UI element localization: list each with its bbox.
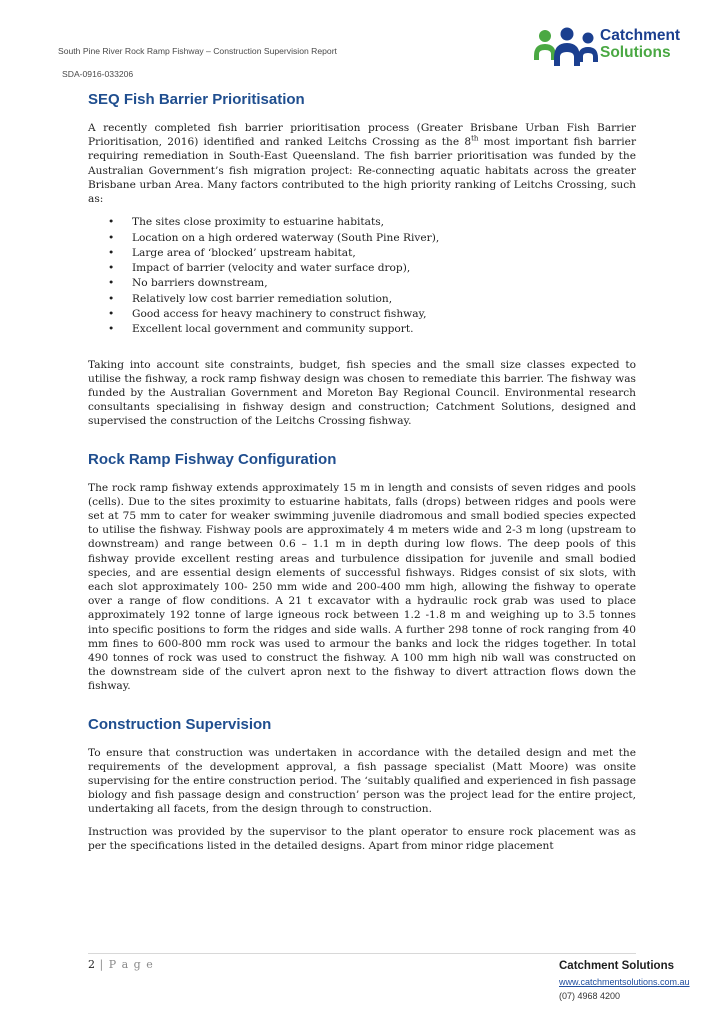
list-item: • The sites close proximity to estuarine habitats, bbox=[88, 215, 636, 230]
list-item: • Impact of barrier (velocity and water surface drop), bbox=[88, 261, 636, 276]
people-figures-icon bbox=[532, 26, 598, 72]
footer-company-name: Catchment Solutions bbox=[559, 960, 675, 972]
list-item: • Relatively low cost barrier remediation solution, bbox=[88, 292, 636, 307]
list-item: • Large area of ‘blocked’ upstream habitat, bbox=[88, 246, 636, 261]
supervision-paragraph-2: Instruction was provided by the supervisor to the plant operator to ensure rock placement was as per the specifications listed in the detailed designs. Apart from minor ridge placement bbox=[88, 825, 636, 852]
supervision-paragraph-1: To ensure that construction was undertaken in accordance with the detailed design and met the requirements of the development approval, a fish passage specialist (Matt Moore) was onsite supervising for the entire construction period. The ‘suitably qualified and experienced in fish passage biology and fish passage design and construction’ person was the project lead for the entire project, undertaking all facets, from the design through to construction. bbox=[88, 746, 636, 816]
page-number: 2 | P a g e bbox=[88, 958, 154, 971]
footer-phone: (07) 4968 4200 bbox=[559, 991, 621, 1001]
footer-divider bbox=[88, 953, 636, 954]
site-constraints-paragraph: Taking into account site constraints, budget, fish species and the small size classes expected to utilise the fishway, a rock ramp fishway design was chosen to remediate this barrier. The fishway was funded by the Australian Government and Moreton Bay Regional Council. Environmental research consultants specialising in fishway design and construction; Catchment Solutions, designed and supervised the construction of the Leitchs Crossing fishway. bbox=[88, 358, 636, 428]
company-logo bbox=[532, 26, 692, 72]
section-heading-rock-ramp: Rock Ramp Fishway Configuration bbox=[88, 450, 337, 468]
section-heading-construction-supervision: Construction Supervision bbox=[88, 715, 272, 733]
logo-text-catchment: Catchment bbox=[600, 27, 681, 44]
footer-website-link[interactable]: www.catchmentsolutions.com.au bbox=[559, 977, 690, 987]
logo-text-solutions: Solutions bbox=[600, 43, 671, 61]
priority-factors-list bbox=[88, 215, 636, 337]
document-body bbox=[88, 86, 636, 853]
list-item: • Location on a high ordered waterway (South Pine River), bbox=[88, 231, 636, 246]
list-item: • No barriers downstream, bbox=[88, 276, 636, 291]
prioritisation-intro-paragraph: A recently completed fish barrier prioritisation process (Greater Brisbane Urban Fish Barrier Prioritisation, 2016) identified and ranked Leitchs Crossing as the 8th most important fish barrier requiring remediation in South-East Queensland. The fish barrier prioritisation was funded by the Australian Government’s fish migration project: Re-connecting aquatic habitats across the greater Brisbane urban Area. Many factors contributed to the high priority ranking of Leitchs Crossing, such as: bbox=[88, 122, 637, 206]
list-item: • Good access for heavy machinery to construct fishway, bbox=[88, 307, 636, 322]
header-document-code: SDA-0916-033206 bbox=[62, 69, 134, 79]
list-item: • Excellent local government and community support. bbox=[88, 322, 636, 337]
section-heading-seq-prioritisation: SEQ Fish Barrier Prioritisation bbox=[88, 91, 305, 108]
header-report-title: South Pine River Rock Ramp Fishway – Construction Supervision Report bbox=[58, 46, 337, 56]
rock-ramp-paragraph: The rock ramp fishway extends approximately 15 m in length and consists of seven ridges and pools (cells). Due to the sites proximity to estuarine habitats, falls (drops) between ridges and pools were set at 75 mm to cater for weaker swimming juvenile diadromous and small bodied species expected to utilise the fishway. Fishway pools are approximately 4 m meters wide and 2-3 m long (upstream to downstream) and range between 0.6 – 1.1 m in depth during low flows. The deep pools of this fishway provide excellent resting areas and turbulence dissipation for juvenile and small bodied species, and are essential design elements of successful fishways. Ridges consist of six slots, with each slot approximately 100- 250 mm wide and 200-400 mm high, allowing the fishway to operate over a range of flow conditions. A 21 t excavator with a hydraulic rock grab was used to place approximately 192 tonne of large igneous rock between 1.2 -1.8 m and weighing up to 3.5 tonnes into specific positions to form the ridges and side walls. A further 298 tonne of rock ranging from 40 mm fines to 600-800 mm rock was used to armour the banks and lock the ridges together. In total 490 tonnes of rock was used to construct the fishway. A 100 mm high nib wall was constructed on the downstream side of the culvert apron next to the fishway to divert attraction flows down the fishway. bbox=[88, 481, 636, 693]
